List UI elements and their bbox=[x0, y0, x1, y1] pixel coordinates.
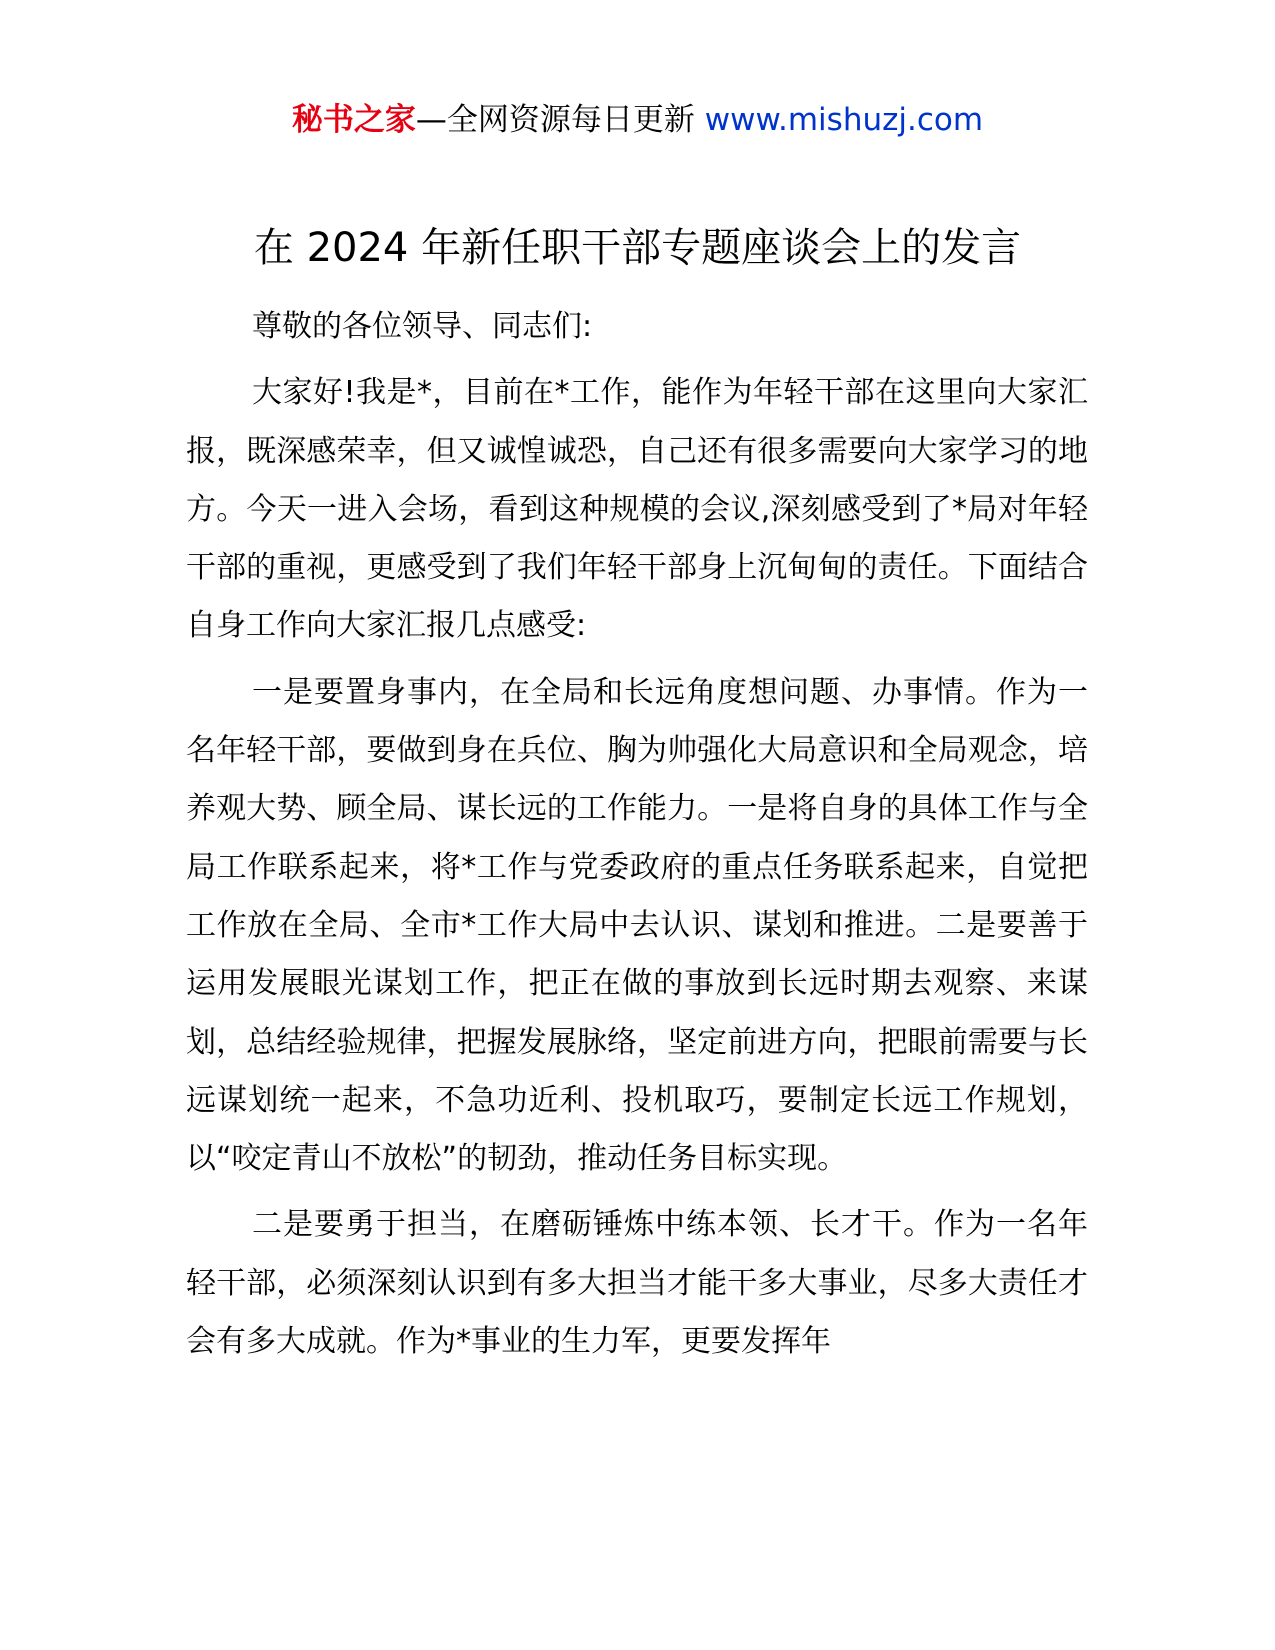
salutation: 尊敬的各位领导、同志们: bbox=[252, 309, 593, 344]
document-body bbox=[186, 298, 1088, 1379]
paragraph-point-one: 一是要置身事内，在全局和长远角度想问题、办事情。作为一名年轻干部，要做到身在兵位、胸为帅强化大局意识和全局观念，培养观大势、顾全局、谋长远的工作能力。一是将自身的具体工作与全局工作联系起来，将*工作与党委政府的重点任务联系起来，自觉把工作放在全局、全市*工作大局中去认识、谋划和推进。二是要善于运用发展眼光谋划工作，把正在做的事放到长远时期去观察、来谋划，总结经验规律，把握发展脉络，坚定前进方向，把眼前需要与长远谋划统一起来，不急功近利、投机取巧，要制定长远工作规划，以“咬定青山不放松”的韧劲，推动任务目标实现。 bbox=[186, 674, 1088, 1177]
brand-name: 秘书之家 bbox=[291, 102, 416, 138]
header-tagline: —全网资源每日更新 bbox=[415, 102, 695, 138]
site-header bbox=[0, 100, 1275, 140]
paragraph-point-two: 二是要勇于担当，在磨砺锤炼中练本领、长才干。作为一名年轻干部，必须深刻认识到有多大担当才能干多大事业，尽多大责任才会有多大成就。作为*事业的生力军，更要发挥年 bbox=[186, 1207, 1088, 1360]
document-title: 在 2024 年新任职干部专题座谈会上的发言 bbox=[253, 225, 1022, 271]
paragraph-intro: 大家好!我是*，目前在*工作，能作为年轻干部在这里向大家汇报，既深感荣幸，但又诚惶诚恐，自己还有很多需要向大家学习的地方。今天一进入会场，看到这种规模的会议,深刻感受到了*局对年轻干部的重视，更感受到了我们年轻干部身上沉甸甸的责任。下面结合自身工作向大家汇报几点感受: bbox=[186, 375, 1088, 644]
site-url-link[interactable]: www.mishuzj.com bbox=[704, 102, 984, 138]
